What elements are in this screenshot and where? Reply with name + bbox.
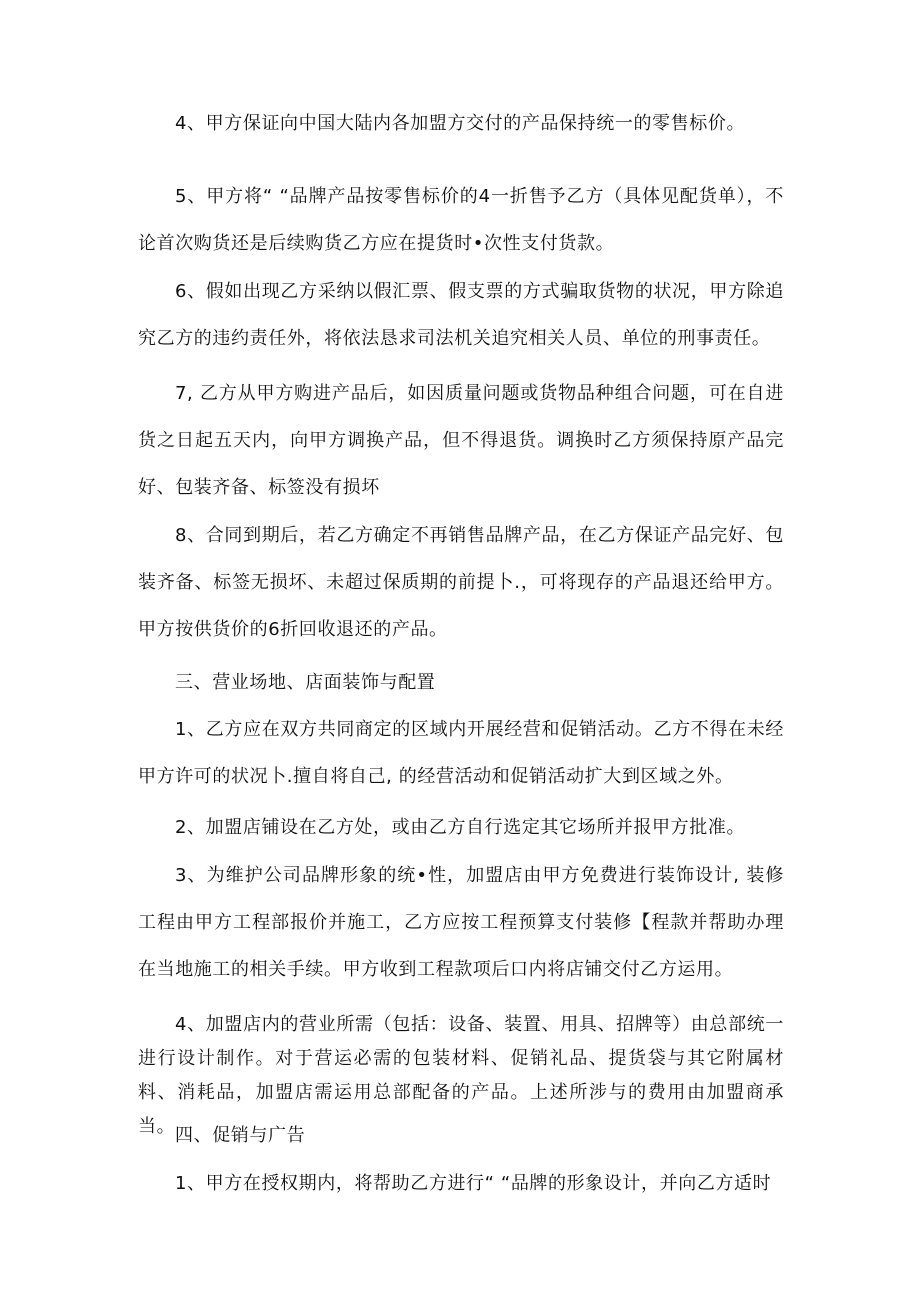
clause-6-fraud-liability: 6、假如出现乙方采纳以假汇票、假支票的方式骗取货物的状况，甲方除追究乙方的违约责任外，将依法恳求司法机关追究相关人员、单位的刑事责任。 xyxy=(138,281,784,349)
section-3-clause-2-store-location: 2、加盟店铺设在乙方处，或由乙方自行选定其它场所并报甲方批准。 xyxy=(175,817,746,838)
clause-8-contract-expiry-return: 8、合同到期后，若乙方确定不再销售品牌产品，在乙方保证产品完好、包装齐备、标签无损坏、未超过保质期的前提卜.，可将现存的产品退还给甲方。甲方按供货价的6折回收退还的产品。 xyxy=(138,525,784,640)
section-3-clause-1-business-area: 1、乙方应在双方共同商定的区域内开展经营和促销活动。乙方不得在未经甲方许可的状况卜.擅自将自己, 的经营活动和促销活动扩大到区域之外。 xyxy=(138,719,784,787)
clause-7-product-exchange: 7, 乙方从甲方购进产品后，如因质量问题或货物品种组合问题，可在自进货之日起五天内，向甲方调换产品，但不得退货。调换时乙方须保持原产品完好、包装齐备、标签没有损坏 xyxy=(138,383,784,498)
section-3-clause-4-supplies: 4、加盟店内的营业所需（包括：设备、装置、用具、招牌等）由总部统一进行设计制作。对于营运必需的包装材料、促销礼品、提货袋与其它附属材料、消耗品，加盟店需运用总部配备的产品。上述所涉与的费用由加盟商承当。 xyxy=(138,1014,784,1137)
clause-4-retail-price: 4、甲方保证向中国大陆内各加盟方交付的产品保持统一的零售标价。 xyxy=(175,113,746,134)
clause-5-discount-payment: 5、甲方将“ “品牌产品按零售标价的4一折售予乙方（具体见配货单），不论首次购货还是后续购货乙方应在提货时•次性支付货款。 xyxy=(138,186,784,254)
section-3-clause-3-decoration: 3、为维护公司品牌形象的统•性，加盟店由甲方免费进行装饰设计, 装修工程由甲方工程部报价并施工，乙方应按工程预算支付装修【程款并帮助办理在当地施工的相关手续。甲方收到工程款项后口内将店铺交付乙方运用。 xyxy=(138,865,784,980)
section-4-heading: 四、促销与广告 xyxy=(175,1125,306,1146)
section-3-heading: 三、营业场地、店面装饰与配置 xyxy=(175,672,436,693)
section-4-clause-1-brand-image: 1、甲方在授权期内，将帮助乙方进行“ “品牌的形象设计，并向乙方适时 xyxy=(175,1173,772,1194)
